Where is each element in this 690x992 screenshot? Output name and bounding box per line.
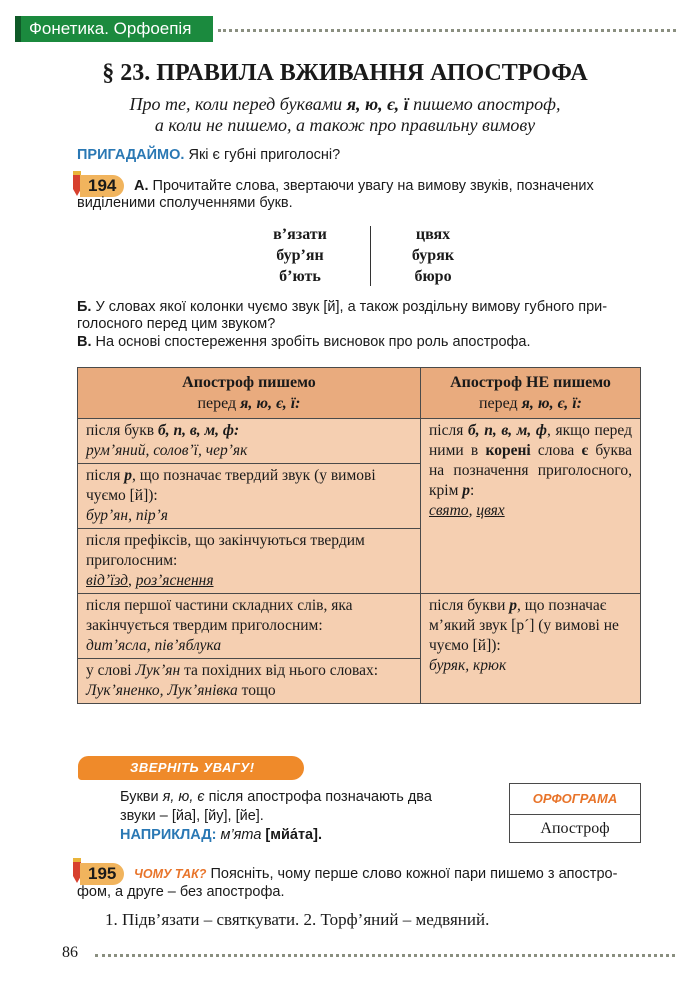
subtitle-line-1 xyxy=(0,94,690,115)
rule-after-labials xyxy=(78,419,421,464)
part-b-label: Б. xyxy=(77,299,92,315)
exercise-195-number: 195 xyxy=(80,863,124,885)
attention-banner: ЗВЕРНІТЬ УВАГУ! xyxy=(78,756,304,780)
header-cell-with-apostrophe xyxy=(78,368,421,419)
task-line-2: фом, а друге – без апострофа. xyxy=(77,884,285,900)
table-row xyxy=(78,419,641,464)
part-b-line-1: У словах якої колонки чуємо звук [й], а також роздільну вимову губного при- xyxy=(91,299,608,315)
word: бюро xyxy=(414,268,452,285)
subtitle-letters: я, ю, є, ї xyxy=(346,94,409,114)
rule-after-hard-r xyxy=(78,464,421,529)
rule-part: , що позначає твердий звук (у вимові чуємо [й]): xyxy=(86,467,376,504)
rule-letters: б, п, в, м, ф: xyxy=(158,422,240,439)
header-accent-bar xyxy=(15,16,21,42)
rule-prefix: після букв xyxy=(86,422,158,439)
example-transcription: [мйа́та]. xyxy=(261,827,322,843)
rule-lukian xyxy=(78,659,421,704)
rule-part: після xyxy=(429,422,468,439)
example-separator: , xyxy=(128,572,136,589)
header-dotted-line xyxy=(218,29,676,32)
header-title: Апостроф пишемо xyxy=(182,374,316,391)
rule-no-apostrophe-soft-r xyxy=(421,594,641,704)
header-title: Апостроф НЕ пишемо xyxy=(450,374,611,391)
word: цвях xyxy=(415,226,451,243)
table-row xyxy=(78,594,641,659)
subtitle-text: Про те, коли перед буквами xyxy=(129,94,347,114)
part-a-label: А. xyxy=(134,178,149,194)
rule-example: рум’яний, солов’ї, чер’як xyxy=(86,442,248,459)
rule-part: , якщо перед ними в xyxy=(429,422,632,459)
rule-part: : xyxy=(470,482,475,499)
rule-part: та похідних від нього словах: xyxy=(180,662,379,679)
rule-part: після xyxy=(86,467,125,484)
word-column-right xyxy=(378,224,488,287)
part-c-label: В. xyxy=(77,334,92,350)
orfograma-label: ОРФОГРАМА xyxy=(510,784,640,815)
rule-letters: б, п, в, м, ф xyxy=(467,422,548,439)
rule-no-apostrophe-consonant xyxy=(421,419,641,594)
header-prefix: перед xyxy=(478,395,522,412)
note-line-2: звуки – [йа], [йу], [йе]. xyxy=(120,808,264,824)
part-a-line-1: Прочитайте слова, звертаючи увагу на вимову звуків, позначених xyxy=(148,178,594,194)
header-prefix: перед xyxy=(197,395,241,412)
exercise-195-task xyxy=(134,865,644,883)
rule-emphasis: є xyxy=(581,442,589,459)
rule-text xyxy=(86,466,412,506)
example-label: НАПРИКЛАД: xyxy=(120,827,217,843)
rule-letter: р xyxy=(124,467,132,484)
section-header xyxy=(15,16,213,42)
header-subtitle xyxy=(84,393,414,414)
table-header-row xyxy=(78,368,641,419)
rule-text: після префіксів, що закінчуються твердим приголосним: xyxy=(86,532,365,569)
part-b-line-2: голосного перед цим звуком? xyxy=(77,316,276,332)
rule-emphasis: корені xyxy=(485,442,531,459)
rule-example xyxy=(429,501,632,521)
orfograma-value: Апостроф xyxy=(540,820,610,837)
page-number: 86 xyxy=(62,944,78,961)
rule-compound-words xyxy=(78,594,421,659)
rule-part: тощо xyxy=(237,682,276,699)
note-line-1 xyxy=(120,788,495,807)
rule-text: після першої частини складних слів, яка закінчується твердим приголосним: xyxy=(86,597,353,634)
word: в’язати xyxy=(273,226,327,243)
rule-part: , що позначає м’який звук [р´] (у вимові не чуємо [й]): xyxy=(429,597,619,654)
why-label: ЧОМУ ТАК? xyxy=(134,867,207,881)
rule-example: буряк, крюк xyxy=(429,657,507,674)
word: буряк xyxy=(411,247,455,264)
header-cell-without-apostrophe xyxy=(421,368,641,419)
task-line-1: Поясніть, чому перше слово кожної пари пишемо з апостро- xyxy=(206,866,618,882)
rule-text xyxy=(429,421,632,501)
example-separator: , xyxy=(468,502,477,519)
subtitle-text-end: пишемо апостроф, xyxy=(408,94,561,114)
rule-word: Лук’ян xyxy=(135,662,181,679)
part-c-text: На основі спостереження зробіть висновок про роль апострофа. xyxy=(91,334,531,350)
exercise-194-number: 194 xyxy=(80,175,124,197)
rule-text xyxy=(429,596,632,656)
rule-part: у слові xyxy=(86,662,136,679)
example-word: від’їзд xyxy=(86,572,129,589)
section-title: Фонетика. Орфоепія xyxy=(29,19,192,38)
note-text: Букви xyxy=(120,789,163,805)
part-a-line-2: виділеними сполученнями букв. xyxy=(77,195,293,211)
rule-part: слова xyxy=(530,442,582,459)
rule-example: бур’ян, пір’я xyxy=(86,507,168,524)
exercise-194-part-c xyxy=(77,333,531,351)
rule-letter: р xyxy=(509,597,518,614)
word-column-left xyxy=(240,224,360,287)
page-title: § 23. ПРАВИЛА ВЖИВАННЯ АПОСТРОФА xyxy=(102,60,588,86)
column-divider xyxy=(370,226,371,286)
recall-question: Які є губні приголосні? xyxy=(184,147,341,163)
orfograma-box xyxy=(509,783,641,843)
note-example xyxy=(120,826,495,845)
header-subtitle xyxy=(427,393,634,414)
example-word: цвях xyxy=(476,502,505,519)
rule-text xyxy=(86,661,412,701)
rule-example: дит’ясла, пів’яблука xyxy=(86,637,222,654)
rule-part: після букви xyxy=(429,597,510,614)
apostrophe-rules-table xyxy=(77,367,641,704)
rule-after-prefixes xyxy=(78,529,421,594)
attention-note xyxy=(120,788,495,845)
exercise-194-part-a xyxy=(134,177,644,195)
recall-label: ПРИГАДАЙМО. xyxy=(77,147,185,163)
subtitle-line-2: а коли не пишемо, а також про правильну вимову xyxy=(154,115,536,135)
rule-text xyxy=(86,421,412,441)
recall-line xyxy=(77,146,340,164)
word-pairs: 1. Підв’язати – святкувати. 2. Торф’яний – медвяний. xyxy=(105,910,490,929)
note-letters: я, ю, є xyxy=(162,789,205,805)
footer-dotted-line xyxy=(95,954,675,957)
note-text: після апострофа позначають два xyxy=(204,789,432,805)
rule-example: Лук’яненко, Лук’янівка xyxy=(86,682,238,699)
rule-letter: р xyxy=(462,482,471,499)
rule-example xyxy=(86,571,412,591)
word: бур’ян xyxy=(276,247,324,264)
header-letters: я, ю, є, ї: xyxy=(521,395,583,412)
example-word: м’ята xyxy=(216,827,262,843)
word: б’ють xyxy=(279,268,321,285)
exercise-194-part-b xyxy=(77,298,647,316)
example-word: роз’яснення xyxy=(135,572,214,589)
example-word: свято xyxy=(429,502,469,519)
rule-part: буква на позначення приголосного, крім xyxy=(429,442,632,499)
header-letters: я, ю, є, ї: xyxy=(240,395,301,412)
